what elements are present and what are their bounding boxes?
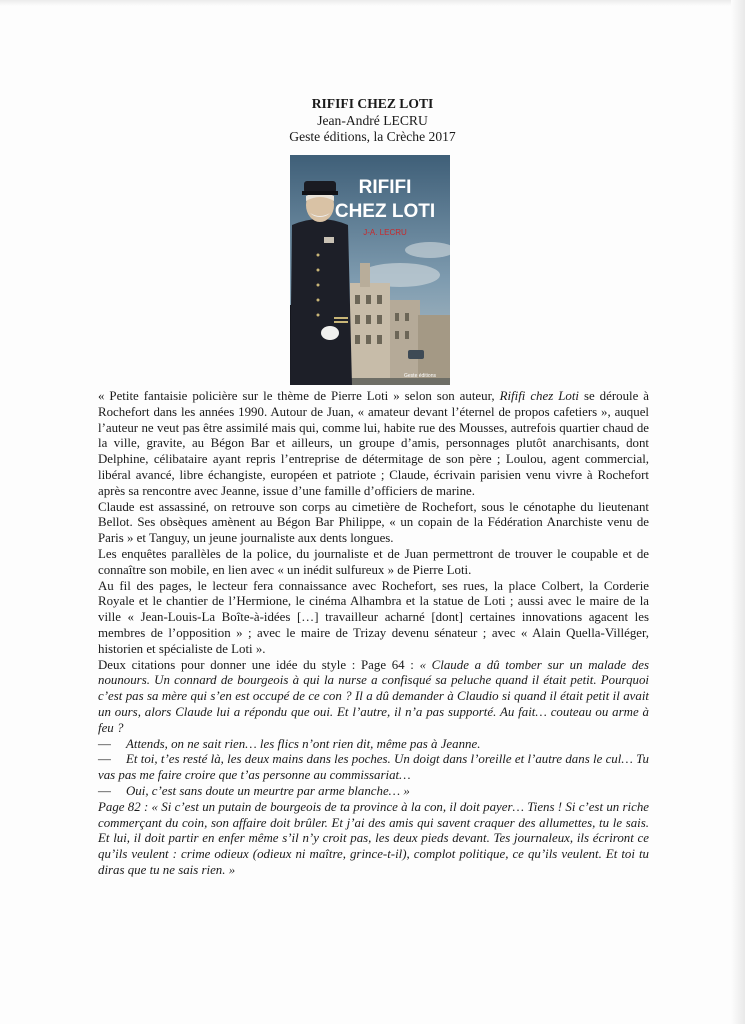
book-publisher: Geste éditions, la Crèche 2017: [289, 129, 456, 144]
dialogue-line-2: — Et toi, t’es resté là, les deux mains dans les poches. Un doigt dans l’oreille et l’autre dans le cul… Tu vas pas me faire croire que t’as personne au commissariat…: [98, 752, 649, 783]
dialogue-line-3: — Oui, c’est sans doute un meurtre par arme blanche… »: [98, 783, 410, 798]
book-header: [0, 96, 745, 146]
paragraph-investigation: Les enquêtes parallèles de la police, du journaliste et de Juan permettront de trouver le coupable et de connaître son mobile, en lien avec « un inédit sulfureux » de Pierre Loti.: [98, 546, 649, 577]
cover-title-line1: RIFIFI: [358, 177, 412, 198]
scan-edge-top: [0, 0, 745, 6]
book-title: RIFIFI CHEZ LOTI: [311, 96, 434, 111]
review-text: [98, 389, 649, 879]
book-cover-image: [290, 155, 450, 385]
book-author: Jean-André LECRU: [317, 112, 428, 128]
dialogue-line-1: — Attends, on ne sait rien… les flics n’ont rien dit, même pas à Jeanne.: [98, 736, 481, 751]
paragraph-murder: Claude est assassiné, on retrouve son corps au cimetière de Rochefort, sous le cénotaphe du lieutenant Bellot. Ses obsèques amènent au Bégon Bar Philippe, « un copain de la Fédération Anarchiste venu de Paris » et Tanguy, un jeune journaliste aux dents longues.: [98, 499, 649, 546]
paragraph-rochefort: Au fil des pages, le lecteur fera connaissance avec Rochefort, ses rues, la place Colbert, la Corderie Royale et le chantier de l’Hermione, le cinéma Alhambra et la statue de Loti ; aussi avec le maire de la ville « Jean-Louis-La Boîte-à-idées […] travailleur acharné [dont] certaines innovations agacent les membres de l’opposition » ; avec le maire de Trizay devenu sénateur ; avec « Alain Quella-Villéger, historien et spécialiste de Loti ».: [98, 578, 649, 656]
inline-book-title: Rififi chez Loti: [499, 389, 579, 403]
scan-edge-right: [731, 0, 745, 1024]
paragraph-quote-page-82: Page 82 : « Si c’est un putain de bourgeois de ta province à la con, il doit payer… Tiens ! Si c’est un riche commerçant du coin, son affaire doit brûler. Et j’ai des amis qui savent craquer des allumettes, tu le sais. Et lui, il doit partir en enfer même s’il n’y croit pas, les deux pieds devant. Tes journaleux, ils écriront ce qu’ils veulent : crime odieux (odieux ni maître, grince-t-il), complot politique, ce qu’ils veulent. Et toi tu diras que tu ne sais rien. »: [98, 799, 649, 877]
cover-imprint: Geste éditions: [404, 373, 436, 379]
paragraph-quote-page-64: Deux citations pour donner une idée du style : Page 64 : « Claude a dû tomber sur un malade des nounours. Un connard de bourgeois à qui la nurse a confisqué sa peluche quand il était petit. Pourquoi c’est pas sa mère qui s’en est occupé de ce con ? Il a dû demander à Claudio si quand il était petit il avait un ours, alors Claude lui a répondu que oui. Et l’autre, il n’a pas supporté. Au fait… couteau ou arme à feu ?: [98, 657, 650, 735]
paragraph-intro: « Petite fantaisie policière sur le thème de Pierre Loti » selon son auteur, Rififi chez Loti se déroule à Rochefort dans les années 1990. Autour de Juan, « amateur devant l’éternel de propos cafetiers », auquel l’auteur ne veut pas être assimilé mais qui, comme lui, habite rue des Mousses, autrefois quartier chaud de la ville, gravite, au Bégon Bar et ailleurs, un groupe d’amis, personnages plutôt anarchisants, dont Delphine, célibataire ayant repris l’entreprise de détermitage de son père ; Loulou, agent commercial, libéral avancé, libre échangiste, européen et patriote ; Claude, écrivain parisien venu vivre à Rochefort après sa rencontre avec Jeanne, issue d’une famille d’officiers de marine.: [98, 389, 650, 498]
cover-title-line2: CHEZ LOTI: [334, 201, 436, 222]
cover-author: J-A. LECRU: [363, 228, 407, 237]
